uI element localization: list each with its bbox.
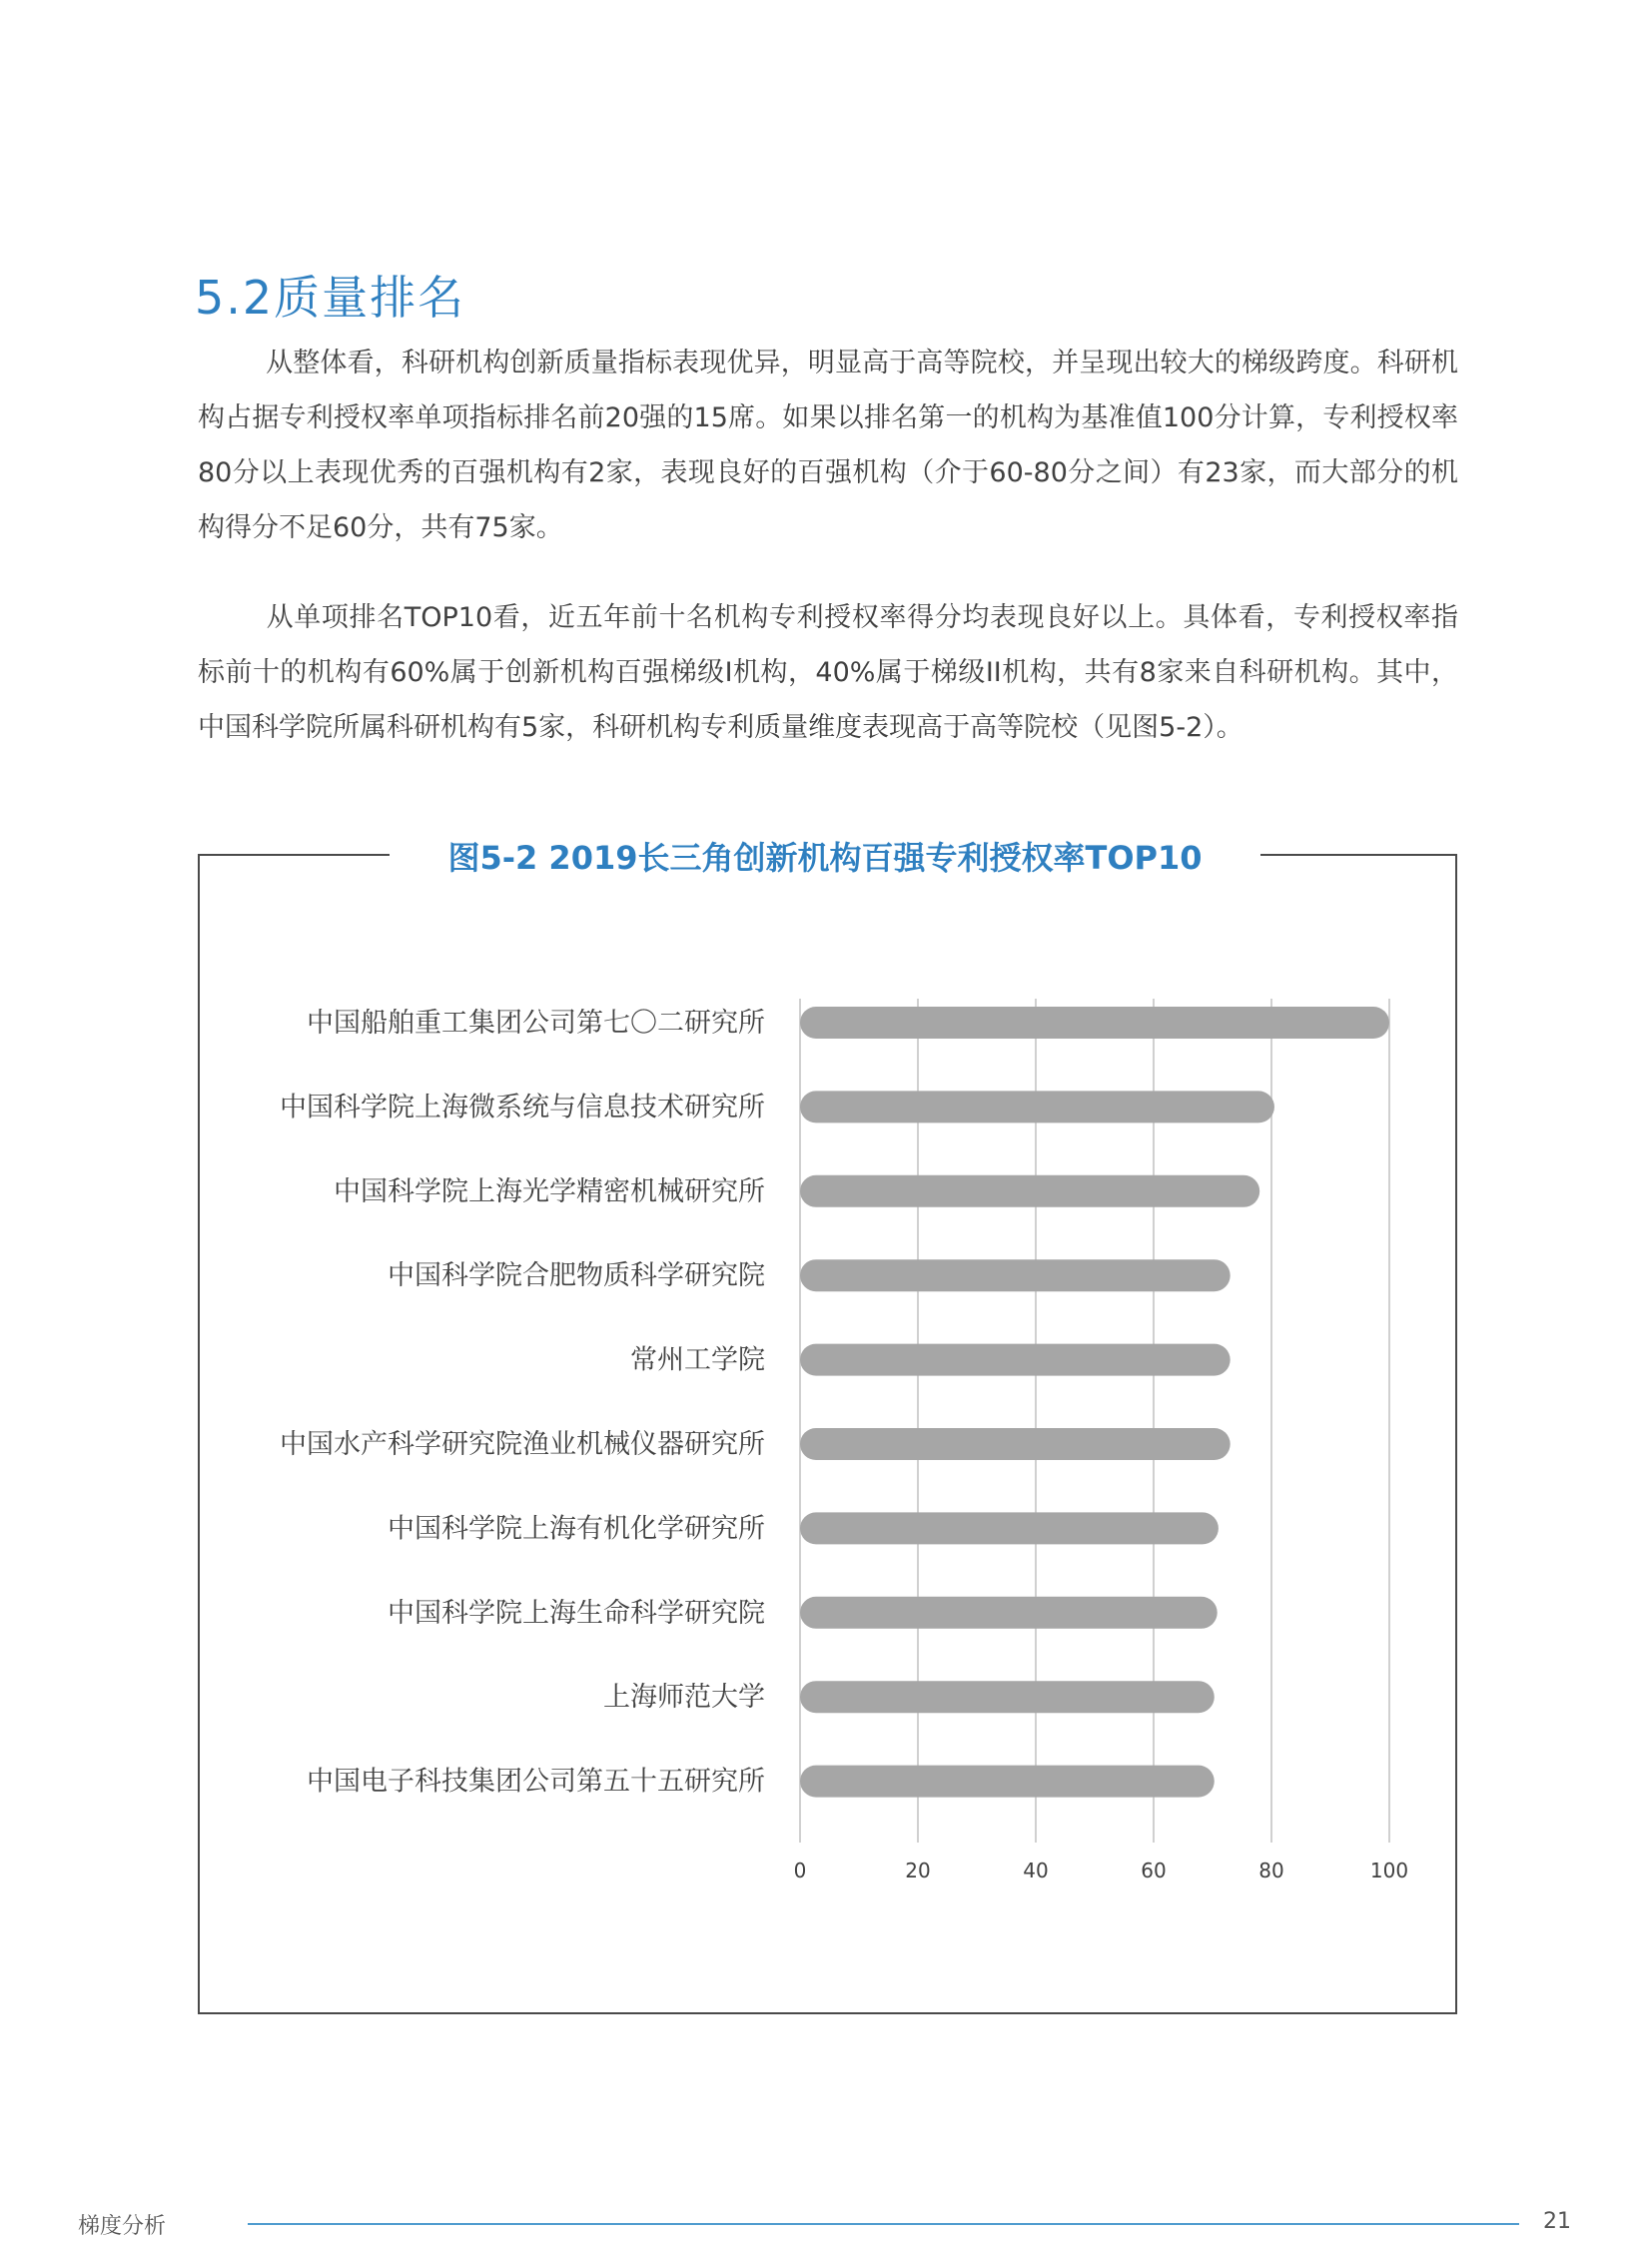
bar-1: [800, 1007, 1389, 1039]
category-label-6: 中国水产科学研究院渔业机械仪器研究所: [280, 1429, 765, 1460]
bar-10: [800, 1766, 1215, 1798]
bar-4: [800, 1259, 1231, 1291]
category-label-10: 中国电子科技集团公司第五十五研究所: [307, 1766, 765, 1798]
category-label-2: 中国科学院上海微系统与信息技术研究所: [280, 1092, 765, 1123]
x-tick-label-40: 40: [1023, 1859, 1049, 1882]
category-label-7: 中国科学院上海有机化学研究所: [388, 1513, 765, 1545]
category-label-8: 中国科学院上海生命科学研究院: [388, 1597, 765, 1629]
category-label-4: 中国科学院合肥物质科学研究院: [388, 1260, 765, 1292]
paragraph-2-text: 从单项排名TOP10看，近五年前十名机构专利授权率得分均表现良好以上。具体看，专利授权率指标前十的机构有60%属于创新机构百强梯级I机构，40%属于梯级II机构，共有8家来自科研机构。其中，中国科学院所属科研机构有5家，科研机构专利质量维度表现高于高等院校（见图5-2）。: [198, 602, 1458, 743]
footer-rule: [248, 2223, 1519, 2225]
bar-5: [800, 1344, 1231, 1376]
figure-title: 图5-2 2019长三角创新机构百强专利授权率TOP10: [447, 839, 1203, 877]
category-label-3: 中国科学院上海光学精密机械研究所: [334, 1175, 765, 1207]
footer-page-number: 21: [1543, 2209, 1571, 2234]
bar-6: [800, 1428, 1231, 1460]
category-label-9: 上海师范大学: [603, 1682, 765, 1714]
section-heading: 5.2质量排名: [195, 271, 466, 325]
x-tick-label-100: 100: [1369, 1859, 1409, 1882]
paragraph-1-text: 从整体看，科研机构创新质量指标表现优异，明显高于高等院校，并呈现出较大的梯级跨度。科研机构占据专利授权率单项指标排名前20强的15席。如果以排名第一的机构为基准值100分计算，专利授权率80分以上表现优秀的百强机构有2家，表现良好的百强机构（介于60-80分之间）有23家，而大部分的机构得分不足60分，共有75家。: [198, 348, 1458, 543]
bar-7: [800, 1512, 1219, 1544]
bar-9: [800, 1681, 1215, 1713]
x-tick-label-80: 80: [1258, 1859, 1284, 1882]
bar-8: [800, 1597, 1218, 1629]
x-tick-label-20: 20: [905, 1859, 931, 1882]
category-label-5: 常州工学院: [630, 1344, 765, 1376]
category-label-1: 中国船舶重工集团公司第七〇二研究所: [307, 1008, 765, 1039]
bar-3: [800, 1175, 1259, 1207]
x-tick-label-60: 60: [1141, 1859, 1167, 1882]
x-tick-label-0: 0: [793, 1859, 807, 1882]
footer-section-name: 梯度分析: [78, 2214, 167, 2239]
bar-2: [800, 1091, 1274, 1122]
